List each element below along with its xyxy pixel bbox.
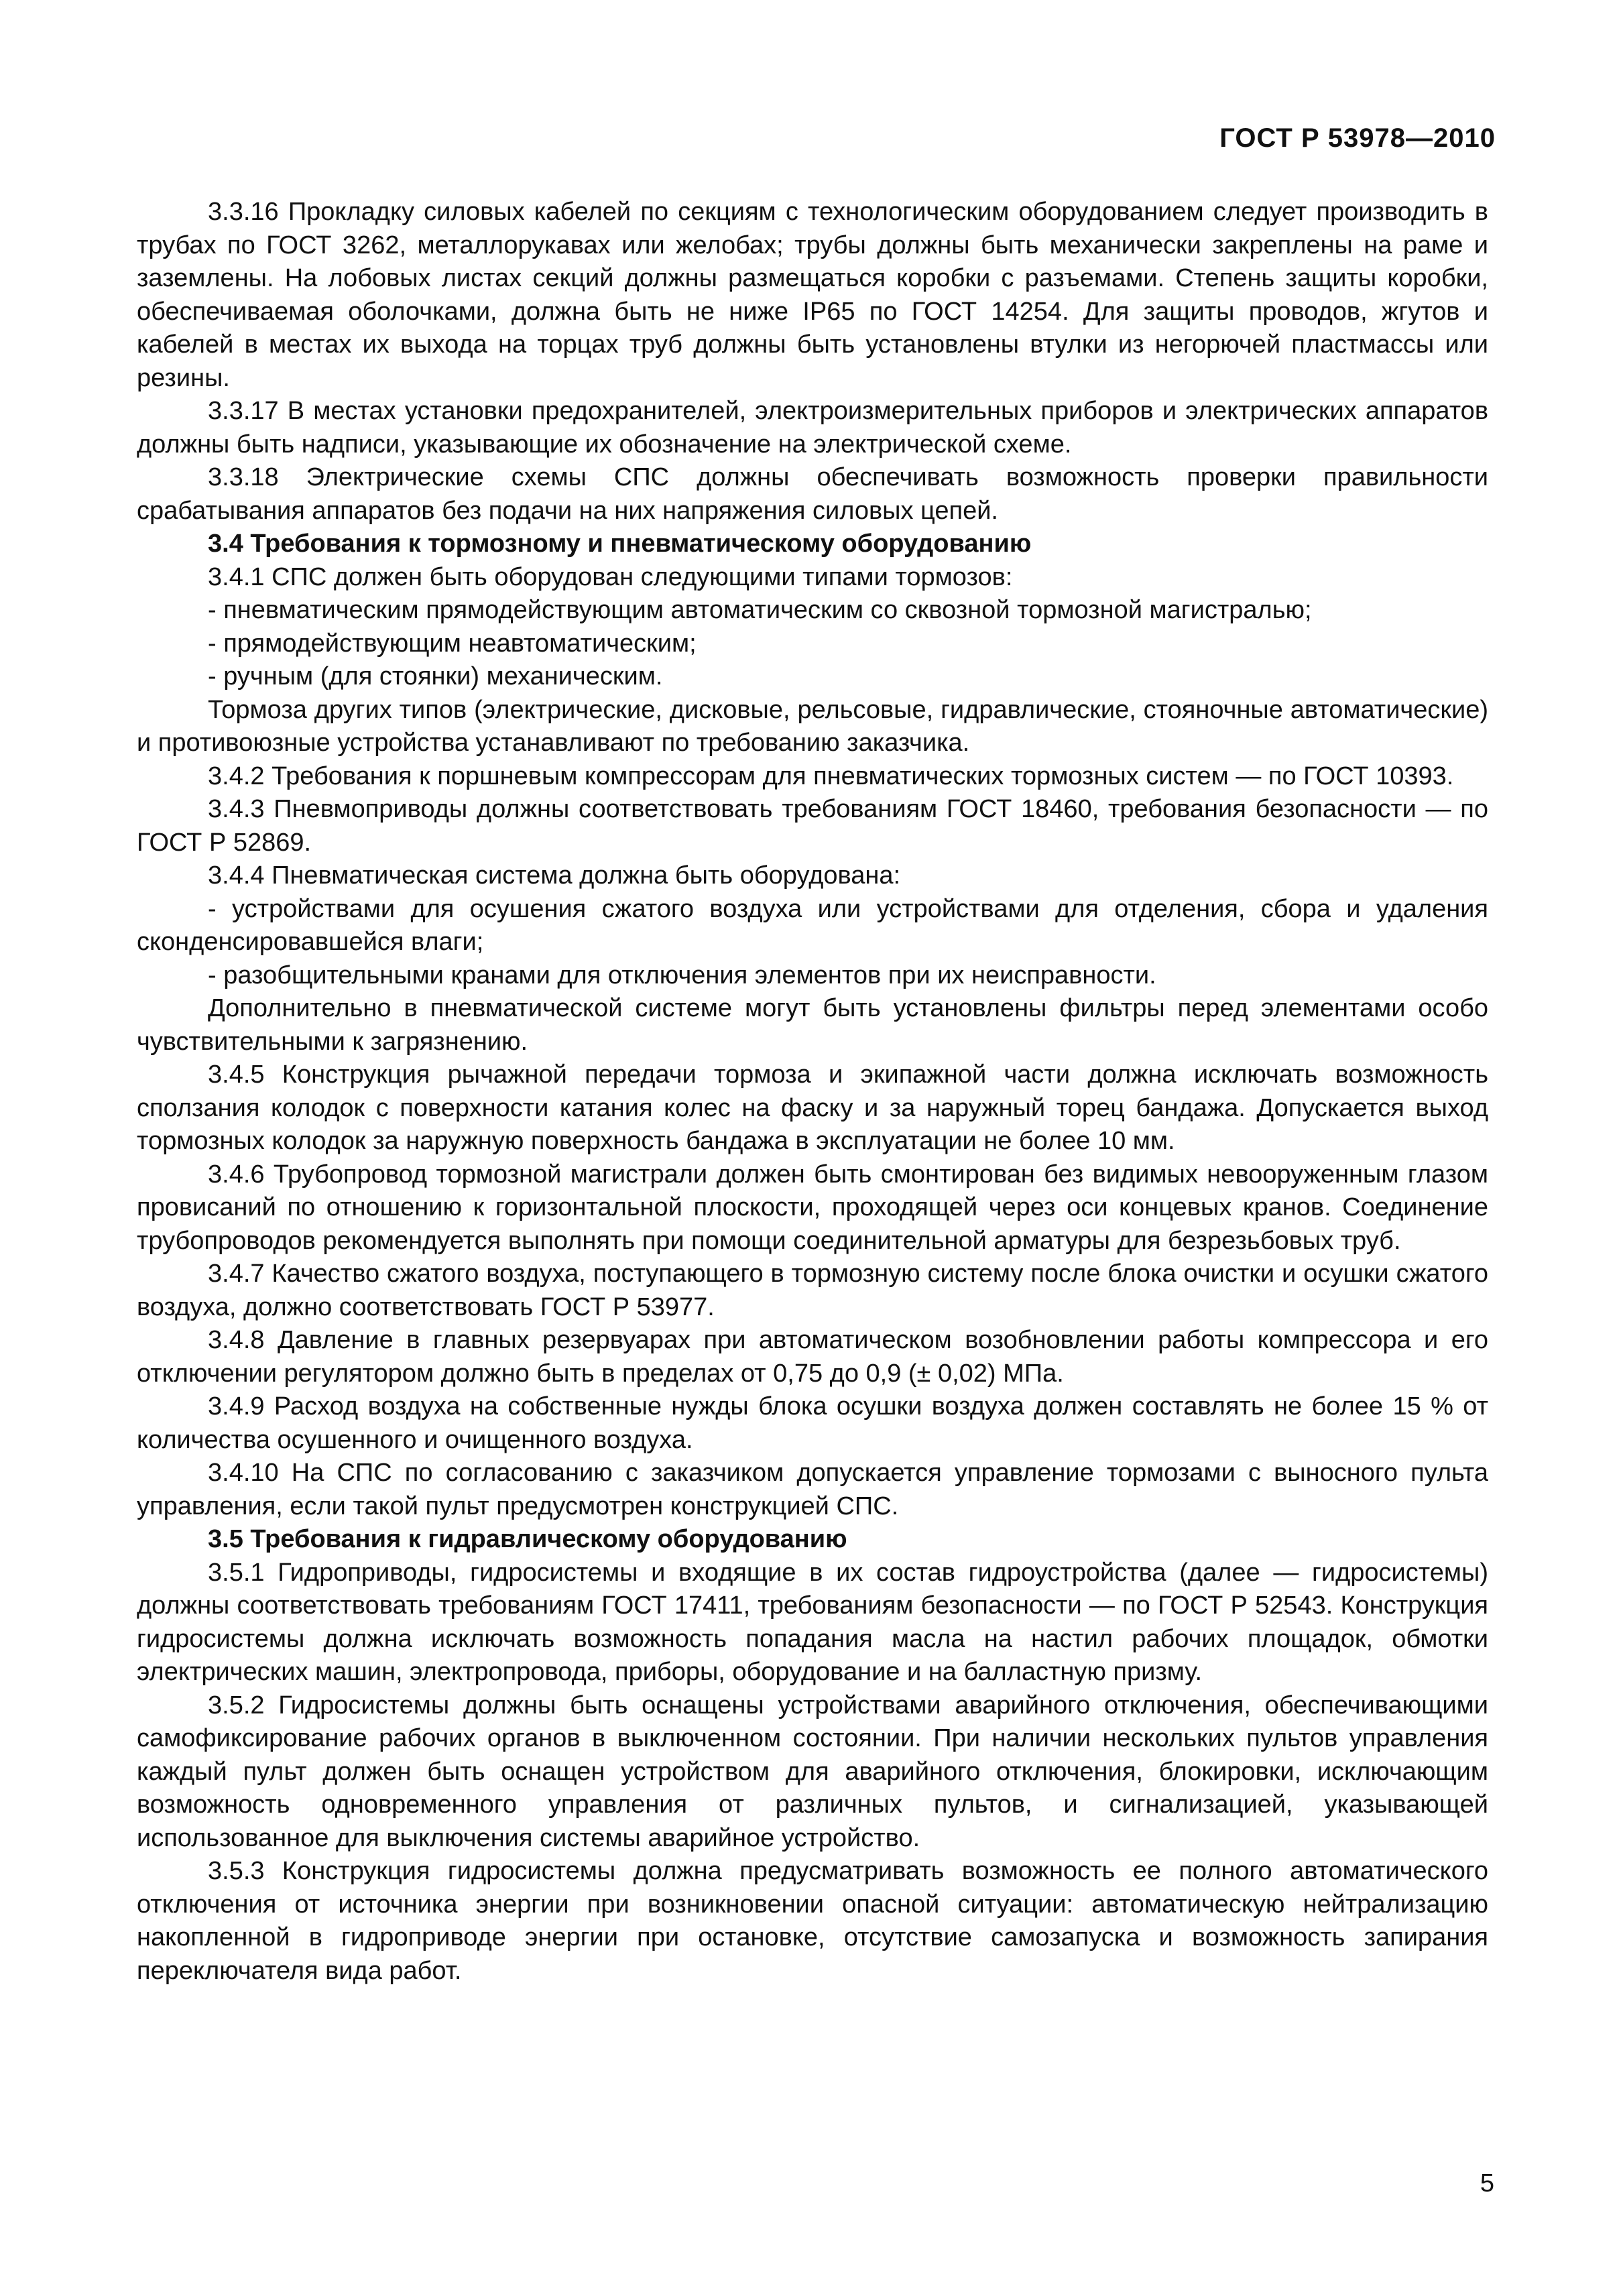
section-heading-3-5: 3.5 Требования к гидравлическому оборудованию	[208, 1525, 847, 1553]
paragraph-3-4-7: 3.4.7 Качество сжатого воздуха, поступающего в тормозную систему после блока очистки и осушки сжатого воздуха, должно соответствовать ГОСТ Р 53977.	[137, 1260, 1488, 1321]
paragraph-3-4-1: 3.4.1 СПС должен быть оборудован следующими типами тормозов:	[208, 562, 1013, 591]
paragraph-3-4-10: 3.4.10 На СПС по согласованию с заказчиком допускается управление тормозами с выносного пульта управления, если такой пульт предусмотрен конструкцией СПС.	[137, 1459, 1488, 1520]
paragraph-3-4-2: 3.4.2 Требования к поршневым компрессорам для пневматических тормозных систем — по ГОСТ 10393.	[208, 762, 1454, 790]
paragraph-3-5-2: 3.5.2 Гидросистемы должны быть оснащены устройствами аварийного отключения, обеспечивающими самофиксирование рабочих органов в выключенном состоянии. При наличии нескольких пультов управления каждый пульт должен быть оснащен устройством для аварийного отключения, блокировки, исключающим возможность одновременного управления от различных пультов, и сигнализацией, указывающей использованное для выключения системы аварийное устройство.	[137, 1691, 1488, 1852]
paragraph-3-5-3: 3.5.3 Конструкция гидросистемы должна предусматривать возможность ее полного автоматического отключения от источника энергии при возникновении опасной ситуации: автоматическую нейтрализацию накопленной в гидроприводе энергии при остановке, отсутствие самозапуска и возможность запирания переключателя вида работ.	[137, 1857, 1488, 1985]
paragraph-3-4-9: 3.4.9 Расход воздуха на собственные нужды блока осушки воздуха должен составлять не более 15 % от количества осушенного и очищенного воздуха.	[137, 1392, 1488, 1454]
paragraph-3-4-5: 3.4.5 Конструкция рычажной передачи тормоза и экипажной части должна исключать возможность сползания колодок с поверхности катания колес на фаску и за наружный торец бандажа. Допускается выход тормозных колодок за наружную поверхность бандажа в эксплуатации не более 10 мм.	[137, 1061, 1488, 1155]
document-body	[137, 196, 1488, 1988]
section-heading-3-4: 3.4 Требования к тормозному и пневматическому оборудованию	[208, 530, 1032, 558]
paragraph-3-5-1: 3.5.1 Гидроприводы, гидросистемы и входящие в их состав гидроустройства (далее — гидросистемы) должны соответствовать требованиям ГОСТ 17411, требованиям безопасности — по ГОСТ Р 52543. Конструкция гидросистемы должна исключать возможность попадания масла на настил рабочих площадок, обмотки электрических машин, электропровода, приборы, оборудование и на балластную призму.	[137, 1558, 1488, 1686]
paragraph-other-brakes: Тормоза других типов (электрические, дисковые, рельсовые, гидравлические, стояночные автоматические) и противоюзные устройства устанавливают по требованию заказчика.	[137, 695, 1488, 757]
paragraph-3-4-3: 3.4.3 Пневмоприводы должны соответствовать требованиям ГОСТ 18460, требования безопасности — по ГОСТ Р 52869.	[137, 795, 1488, 857]
paragraph-filters: Дополнительно в пневматической системе могут быть установлены фильтры перед элементами особо чувствительными к загрязнению.	[137, 994, 1488, 1056]
paragraph-3-3-18: 3.3.18 Электрические схемы СПС должны обеспечивать возможность проверки правильности срабатывания аппаратов без подачи на них напряжения силовых цепей.	[137, 463, 1488, 525]
list-item-brake-type-3: - ручным (для стоянки) механическим.	[208, 662, 663, 690]
list-item-pneumatic-2: - разобщительными кранами для отключения элементов при их неисправности.	[208, 961, 1156, 989]
document-header: ГОСТ Р 53978—2010	[1219, 123, 1496, 153]
list-item-brake-type-1: - пневматическим прямодействующим автоматическим со сквозной тормозной магистралью;	[208, 596, 1312, 624]
list-item-pneumatic-1: - устройствами для осушения сжатого воздуха или устройствами для отделения, сбора и удаления сконденсировавшейся влаги;	[137, 894, 1488, 956]
page-number: 5	[1480, 2169, 1494, 2197]
paragraph-3-3-17: 3.3.17 В местах установки предохранителей, электроизмерительных приборов и электрических аппаратов должны быть надписи, указывающие их обозначение на электрической схеме.	[137, 397, 1488, 459]
paragraph-3-3-16: 3.3.16 Прокладку силовых кабелей по секциям с технологическим оборудованием следует производить в трубах по ГОСТ 3262, металлорукавах или желобах; трубы должны быть механически закреплены на раме и заземлены. На лобовых листах секций должны размещаться коробки с разъемами. Степень защиты коробки, обеспечиваемая оболочками, должна быть не ниже IP65 по ГОСТ 14254. Для защиты проводов, жгутов и кабелей в местах их выхода на торцах труб должны быть установлены втулки из негорючей пластмассы или резины.	[137, 198, 1488, 392]
paragraph-3-4-4: 3.4.4 Пневматическая система должна быть оборудована:	[208, 861, 901, 890]
paragraph-3-4-8: 3.4.8 Давление в главных резервуарах при автоматическом возобновлении работы компрессора и его отключении регулятором должно быть в пределах от 0,75 до 0,9 (± 0,02) МПа.	[137, 1326, 1488, 1388]
paragraph-3-4-6: 3.4.6 Трубопровод тормозной магистрали должен быть смонтирован без видимых невооруженным глазом провисаний по отношению к горизонтальной плоскости, проходящей через оси концевых кранов. Соединение трубопроводов рекомендуется выполнять при помощи соединительной арматуры для безрезьбовых труб.	[137, 1160, 1488, 1255]
list-item-brake-type-2: - прямодействующим неавтоматическим;	[208, 629, 697, 658]
